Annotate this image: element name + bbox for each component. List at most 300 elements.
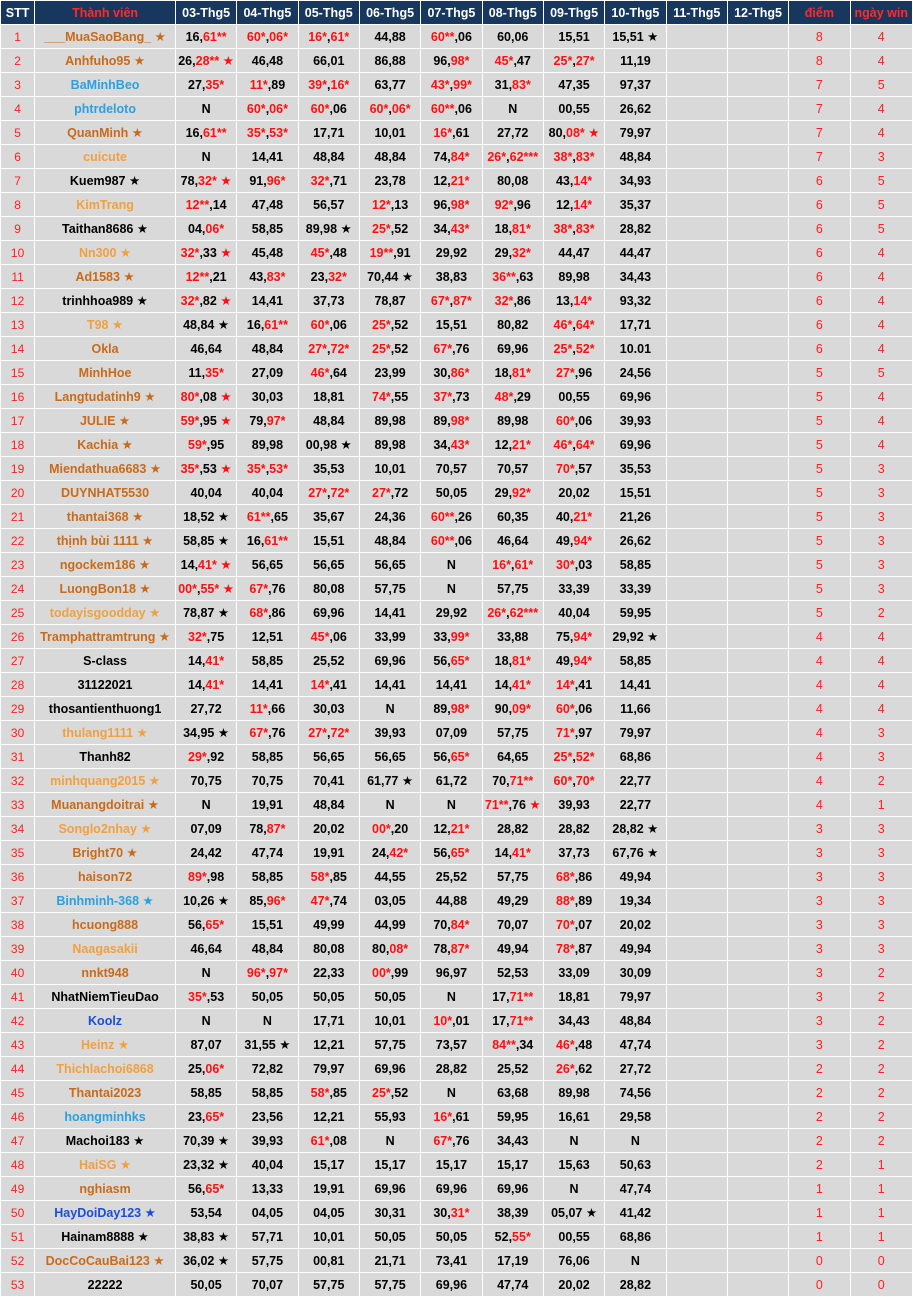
star-icon: ★ <box>220 462 232 476</box>
table-row <box>1 265 913 289</box>
day-result-cell <box>666 145 727 169</box>
win-days-cell: 4 <box>850 289 912 313</box>
day-result-cell: 24,56 <box>605 361 666 385</box>
day-result-cell: 59,95 <box>605 601 666 625</box>
day-result-cell <box>666 49 727 73</box>
day-result-cell: 29,58 <box>605 1105 666 1129</box>
table-row <box>1 865 913 889</box>
day-result-cell <box>666 553 727 577</box>
day-result-cell: N <box>421 793 482 817</box>
day-result-cell <box>666 625 727 649</box>
day-result-cell: 57,71 <box>237 1225 298 1249</box>
day-result-cell: 60*,06* <box>237 97 298 121</box>
day-result-cell <box>727 73 788 97</box>
day-result-cell <box>727 673 788 697</box>
day-result-cell: 60*,06 <box>543 409 604 433</box>
header-date: 09-Thg5 <box>543 1 604 25</box>
day-result-cell: 89,98 <box>543 1081 604 1105</box>
day-result-cell: 68,86 <box>605 745 666 769</box>
win-days-cell: 3 <box>850 457 912 481</box>
table-row <box>1 409 913 433</box>
day-result-cell <box>727 577 788 601</box>
day-result-cell: 05,07 ★ <box>543 1201 604 1225</box>
points-cell: 3 <box>789 913 850 937</box>
table-row <box>1 313 913 337</box>
day-result-cell: 56,65* <box>175 1177 236 1201</box>
day-result-cell: 88*,89 <box>543 889 604 913</box>
day-result-cell: 00*,20 <box>359 817 420 841</box>
member-name-cell <box>35 1057 176 1081</box>
member-name: LuongBon18 <box>59 582 136 596</box>
day-result-cell: 26*,62*** <box>482 145 543 169</box>
star-icon: ★ <box>220 246 232 260</box>
table-row <box>1 97 913 121</box>
day-result-cell: 30,03 <box>298 697 359 721</box>
day-result-cell: 18,81 <box>543 985 604 1009</box>
day-result-cell: 58,85 <box>237 1081 298 1105</box>
day-result-cell <box>666 265 727 289</box>
member-name-cell <box>35 1225 176 1249</box>
star-icon: ★ <box>222 54 234 68</box>
star-icon: ★ <box>279 1038 291 1052</box>
member-name: 22222 <box>87 1277 123 1292</box>
day-result-cell: 61,72 <box>421 769 482 793</box>
star-icon: ★ <box>133 726 148 740</box>
day-result-cell: 14,41* ★ <box>175 553 236 577</box>
win-days-cell: 4 <box>850 241 912 265</box>
day-result-cell: 11*,89 <box>237 73 298 97</box>
day-result-cell: 72,82 <box>237 1057 298 1081</box>
points-cell: 5 <box>789 505 850 529</box>
rank-cell: 37 <box>1 889 35 913</box>
day-result-cell: 23,32 ★ <box>175 1153 236 1177</box>
day-result-cell: 32*,86 <box>482 289 543 313</box>
day-result-cell: 26,28** ★ <box>175 49 236 73</box>
win-days-cell: 4 <box>850 97 912 121</box>
rank-cell: 35 <box>1 841 35 865</box>
day-result-cell <box>727 1081 788 1105</box>
day-result-cell: 20,02 <box>605 913 666 937</box>
day-result-cell: 25,52 <box>421 865 482 889</box>
day-result-cell <box>727 625 788 649</box>
day-result-cell: N <box>175 1009 236 1033</box>
star-icon: ★ <box>217 1254 230 1268</box>
day-result-cell: 10*,01 <box>421 1009 482 1033</box>
star-icon: ★ <box>128 126 143 140</box>
day-result-cell: 10,01 <box>359 1009 420 1033</box>
day-result-cell: 48,84 <box>237 337 298 361</box>
star-icon: ★ <box>588 126 600 140</box>
day-result-cell <box>666 481 727 505</box>
day-result-cell <box>666 1081 727 1105</box>
day-result-cell: 70,39 ★ <box>175 1129 236 1153</box>
day-result-cell: N <box>359 793 420 817</box>
table-row <box>1 937 913 961</box>
member-name-cell <box>35 913 176 937</box>
day-result-cell: 10.01 <box>605 337 666 361</box>
day-result-cell: 60*,06* <box>359 97 420 121</box>
day-result-cell <box>666 769 727 793</box>
table-row <box>1 505 913 529</box>
day-result-cell: 26*,62 <box>543 1057 604 1081</box>
rank-cell: 27 <box>1 649 35 673</box>
points-cell: 4 <box>789 745 850 769</box>
day-result-cell <box>727 1273 788 1297</box>
star-icon: ★ <box>220 390 232 404</box>
day-result-cell: 67*,76 <box>421 337 482 361</box>
day-result-cell <box>727 169 788 193</box>
day-result-cell: 50,05 <box>421 481 482 505</box>
day-result-cell: 28,82 <box>605 1273 666 1297</box>
win-days-cell: 2 <box>850 1033 912 1057</box>
day-result-cell: 57,75 <box>482 721 543 745</box>
star-icon: ★ <box>220 174 232 188</box>
table-row <box>1 193 913 217</box>
rank-cell: 7 <box>1 169 35 193</box>
points-cell: 3 <box>789 817 850 841</box>
points-cell: 4 <box>789 793 850 817</box>
day-result-cell: 28,82 <box>421 1057 482 1081</box>
day-result-cell: 48,84 <box>298 145 359 169</box>
day-result-cell: 12,21 <box>298 1033 359 1057</box>
day-result-cell: 89,98 <box>359 409 420 433</box>
day-result-cell: 12,21* <box>421 817 482 841</box>
day-result-cell: 59*,95 ★ <box>175 409 236 433</box>
header-date: 10-Thg5 <box>605 1 666 25</box>
day-result-cell: 78,87 ★ <box>175 601 236 625</box>
day-result-cell <box>727 217 788 241</box>
member-name: Kuem987 <box>69 174 126 188</box>
win-days-cell: 4 <box>850 409 912 433</box>
day-result-cell <box>727 961 788 985</box>
day-result-cell <box>727 529 788 553</box>
day-result-cell <box>727 145 788 169</box>
day-result-cell: N <box>175 961 236 985</box>
day-result-cell <box>666 193 727 217</box>
day-result-cell: 33,09 <box>543 961 604 985</box>
table-row <box>1 553 913 577</box>
day-result-cell: 71**,76 ★ <box>482 793 543 817</box>
day-result-cell <box>666 1273 727 1297</box>
day-result-cell: 46*,48 <box>543 1033 604 1057</box>
win-days-cell: 3 <box>850 889 912 913</box>
table-body <box>1 25 913 1297</box>
points-cell: 6 <box>789 313 850 337</box>
day-result-cell: 80*,08 ★ <box>175 385 236 409</box>
day-result-cell: 39,93 <box>543 793 604 817</box>
win-days-cell: 3 <box>850 145 912 169</box>
day-result-cell: 17,71 <box>298 1009 359 1033</box>
rank-cell: 26 <box>1 625 35 649</box>
day-result-cell: 74,84* <box>421 145 482 169</box>
win-days-cell: 3 <box>850 481 912 505</box>
day-result-cell: 16*,61 <box>421 1105 482 1129</box>
day-result-cell: 55,93 <box>359 1105 420 1129</box>
day-result-cell: 14,41 <box>237 289 298 313</box>
points-cell: 5 <box>789 577 850 601</box>
star-icon: ★ <box>155 630 171 644</box>
day-result-cell: 14,41* <box>482 673 543 697</box>
day-result-cell: 20,02 <box>543 1273 604 1297</box>
day-result-cell: 00*,99 <box>359 961 420 985</box>
member-name-cell <box>35 793 176 817</box>
day-result-cell <box>666 649 727 673</box>
day-result-cell: 22,33 <box>298 961 359 985</box>
member-name-cell <box>35 97 176 121</box>
day-result-cell: 46,64 <box>175 937 236 961</box>
member-name-cell <box>35 1129 176 1153</box>
win-days-cell: 1 <box>850 793 912 817</box>
day-result-cell: 12,21* <box>482 433 543 457</box>
rank-cell: 47 <box>1 1129 35 1153</box>
day-result-cell: 91,96* <box>237 169 298 193</box>
day-result-cell: N <box>175 145 236 169</box>
day-result-cell: 73,41 <box>421 1249 482 1273</box>
day-result-cell: 74,56 <box>605 1081 666 1105</box>
day-result-cell: 61,77 ★ <box>359 769 420 793</box>
day-result-cell: 90,09* <box>482 697 543 721</box>
day-result-cell: 34,43 <box>543 1009 604 1033</box>
day-result-cell <box>666 97 727 121</box>
day-result-cell: 15,17 <box>359 1153 420 1177</box>
table-row <box>1 337 913 361</box>
rank-cell: 11 <box>1 265 35 289</box>
day-result-cell: 04,05 <box>237 1201 298 1225</box>
rank-cell: 5 <box>1 121 35 145</box>
day-result-cell: 19,34 <box>605 889 666 913</box>
day-result-cell <box>727 721 788 745</box>
member-name: Heinz <box>81 1038 115 1052</box>
points-cell: 1 <box>789 1177 850 1201</box>
rank-cell: 15 <box>1 361 35 385</box>
member-name-cell <box>35 73 176 97</box>
rank-cell: 4 <box>1 97 35 121</box>
win-days-cell: 0 <box>850 1273 912 1297</box>
day-result-cell: 18,81* <box>482 217 543 241</box>
table-row <box>1 1081 913 1105</box>
day-result-cell: 58,85 <box>605 553 666 577</box>
day-result-cell: 49,94 <box>605 865 666 889</box>
day-result-cell: 61**,65 <box>237 505 298 529</box>
member-name: thantai368 <box>66 510 129 524</box>
rank-cell: 14 <box>1 337 35 361</box>
day-result-cell: 50,05 <box>421 1225 482 1249</box>
table-row <box>1 889 913 913</box>
day-result-cell: N <box>482 97 543 121</box>
points-cell: 8 <box>789 25 850 49</box>
day-result-cell <box>666 1129 727 1153</box>
day-result-cell: 16*,61 <box>421 121 482 145</box>
member-name-cell <box>35 385 176 409</box>
day-result-cell: 48,84 ★ <box>175 313 236 337</box>
day-result-cell: 70,57 <box>421 457 482 481</box>
day-result-cell: 56,65* <box>421 841 482 865</box>
member-name-cell <box>35 265 176 289</box>
day-result-cell <box>727 313 788 337</box>
table-row <box>1 625 913 649</box>
day-result-cell: 80,08 <box>482 169 543 193</box>
day-result-cell: 15,17 <box>421 1153 482 1177</box>
member-name: Taithan8686 <box>62 222 134 236</box>
rank-cell: 20 <box>1 481 35 505</box>
rank-cell: 28 <box>1 673 35 697</box>
win-days-cell: 2 <box>850 961 912 985</box>
day-result-cell: 57,75 <box>359 1273 420 1297</box>
member-name-cell <box>35 1081 176 1105</box>
day-result-cell: 14,41* <box>175 649 236 673</box>
member-name: DUYNHAT5530 <box>61 485 150 500</box>
day-result-cell: 33,39 <box>543 577 604 601</box>
win-days-cell: 4 <box>850 337 912 361</box>
table-row <box>1 721 913 745</box>
rank-cell: 23 <box>1 553 35 577</box>
member-name: hcuong888 <box>72 917 139 932</box>
header-date: 07-Thg5 <box>421 1 482 25</box>
table-row <box>1 1033 913 1057</box>
day-result-cell: 89*,98 <box>175 865 236 889</box>
member-name: thịnh bùi 1111 <box>56 534 139 548</box>
day-result-cell: 39*,16* <box>298 73 359 97</box>
day-result-cell: 39,93 <box>237 1129 298 1153</box>
day-result-cell: N <box>359 1129 420 1153</box>
day-result-cell: 74*,55 <box>359 385 420 409</box>
day-result-cell: 71*,97 <box>543 721 604 745</box>
day-result-cell: 49,94 <box>605 937 666 961</box>
day-result-cell: 61*,08 <box>298 1129 359 1153</box>
day-result-cell: 49,94* <box>543 529 604 553</box>
day-result-cell <box>727 25 788 49</box>
day-result-cell: 67*,76 <box>421 1129 482 1153</box>
member-name: BaMinhBeo <box>70 77 140 92</box>
day-result-cell: 46,64 <box>482 529 543 553</box>
day-result-cell: 58,85 <box>175 1081 236 1105</box>
day-result-cell: 41,42 <box>605 1201 666 1225</box>
table-row <box>1 121 913 145</box>
day-result-cell: 50,05 <box>359 985 420 1009</box>
day-result-cell: 89,98* <box>421 409 482 433</box>
win-days-cell: 4 <box>850 673 912 697</box>
rank-cell: 31 <box>1 745 35 769</box>
day-result-cell: 85,96* <box>237 889 298 913</box>
day-result-cell: 15,63 <box>543 1153 604 1177</box>
day-result-cell: 18,81* <box>482 361 543 385</box>
day-result-cell: 33,99* <box>421 625 482 649</box>
member-name-cell <box>35 241 176 265</box>
day-result-cell: 18,81 <box>298 385 359 409</box>
win-days-cell: 1 <box>850 1153 912 1177</box>
day-result-cell: 15,51 <box>298 529 359 553</box>
day-result-cell <box>727 457 788 481</box>
day-result-cell: 13,14* <box>543 289 604 313</box>
day-result-cell: 44,55 <box>359 865 420 889</box>
day-result-cell: 14,41 <box>359 673 420 697</box>
table-row <box>1 1249 913 1273</box>
day-result-cell <box>727 889 788 913</box>
day-result-cell: 53,54 <box>175 1201 236 1225</box>
points-cell: 5 <box>789 457 850 481</box>
day-result-cell: 64,65 <box>482 745 543 769</box>
star-icon: ★ <box>108 318 124 332</box>
day-result-cell <box>727 745 788 769</box>
day-result-cell <box>666 73 727 97</box>
day-result-cell <box>666 409 727 433</box>
day-result-cell: 15,17 <box>298 1153 359 1177</box>
day-result-cell: 56,65 <box>237 553 298 577</box>
day-result-cell: 80,08* ★ <box>543 121 604 145</box>
table-row <box>1 841 913 865</box>
day-result-cell: 15,51 <box>543 25 604 49</box>
day-result-cell <box>727 601 788 625</box>
member-name: Miendathua6683 <box>49 462 147 476</box>
day-result-cell: 58,85 <box>237 865 298 889</box>
star-icon: ★ <box>220 558 232 572</box>
day-result-cell <box>666 745 727 769</box>
star-icon: ★ <box>128 510 144 524</box>
day-result-cell: 48,84 <box>237 937 298 961</box>
day-result-cell: 34,43 <box>482 1129 543 1153</box>
day-result-cell: 27,35* <box>175 73 236 97</box>
star-icon: ★ <box>217 510 230 524</box>
day-result-cell: 70,71** <box>482 769 543 793</box>
member-name: T98 <box>86 318 109 332</box>
day-result-cell: 24,42 <box>175 841 236 865</box>
day-result-cell <box>727 289 788 313</box>
day-result-cell: 87,07 <box>175 1033 236 1057</box>
header-points: điểm <box>789 1 850 25</box>
table-row <box>1 457 913 481</box>
win-days-cell: 4 <box>850 625 912 649</box>
rank-cell: 3 <box>1 73 35 97</box>
points-cell: 5 <box>789 601 850 625</box>
points-cell: 3 <box>789 985 850 1009</box>
day-result-cell: 60*,06 <box>543 697 604 721</box>
member-name-cell <box>35 49 176 73</box>
rank-cell: 40 <box>1 961 35 985</box>
rank-cell: 18 <box>1 433 35 457</box>
points-cell: 5 <box>789 409 850 433</box>
star-icon: ★ <box>217 726 230 740</box>
day-result-cell <box>666 961 727 985</box>
member-name-cell <box>35 601 176 625</box>
day-result-cell <box>666 505 727 529</box>
day-result-cell: 57,75 <box>237 1249 298 1273</box>
member-name: Ad1583 <box>75 270 120 284</box>
day-result-cell: 11,19 <box>605 49 666 73</box>
rank-cell: 49 <box>1 1177 35 1201</box>
day-result-cell: 35,67 <box>298 505 359 529</box>
day-result-cell <box>666 169 727 193</box>
day-result-cell: 23,32* <box>298 265 359 289</box>
day-result-cell: 59,95 <box>482 1105 543 1129</box>
member-name: NhatNiemTieuDao <box>51 989 159 1004</box>
member-name: haison72 <box>77 869 133 884</box>
rank-cell: 32 <box>1 769 35 793</box>
star-icon: ★ <box>116 246 132 260</box>
day-result-cell: 25,06* <box>175 1057 236 1081</box>
day-result-cell: 92*,96 <box>482 193 543 217</box>
day-result-cell: 32*,82 ★ <box>175 289 236 313</box>
day-result-cell: N <box>175 97 236 121</box>
day-result-cell: 50,05 <box>359 1225 420 1249</box>
header-date: 03-Thg5 <box>175 1 236 25</box>
header-date: 08-Thg5 <box>482 1 543 25</box>
rank-cell: 12 <box>1 289 35 313</box>
day-result-cell: 47*,74 <box>298 889 359 913</box>
day-result-cell <box>666 865 727 889</box>
day-result-cell: N <box>421 1081 482 1105</box>
star-icon: ★ <box>220 294 232 308</box>
member-name-cell <box>35 121 176 145</box>
